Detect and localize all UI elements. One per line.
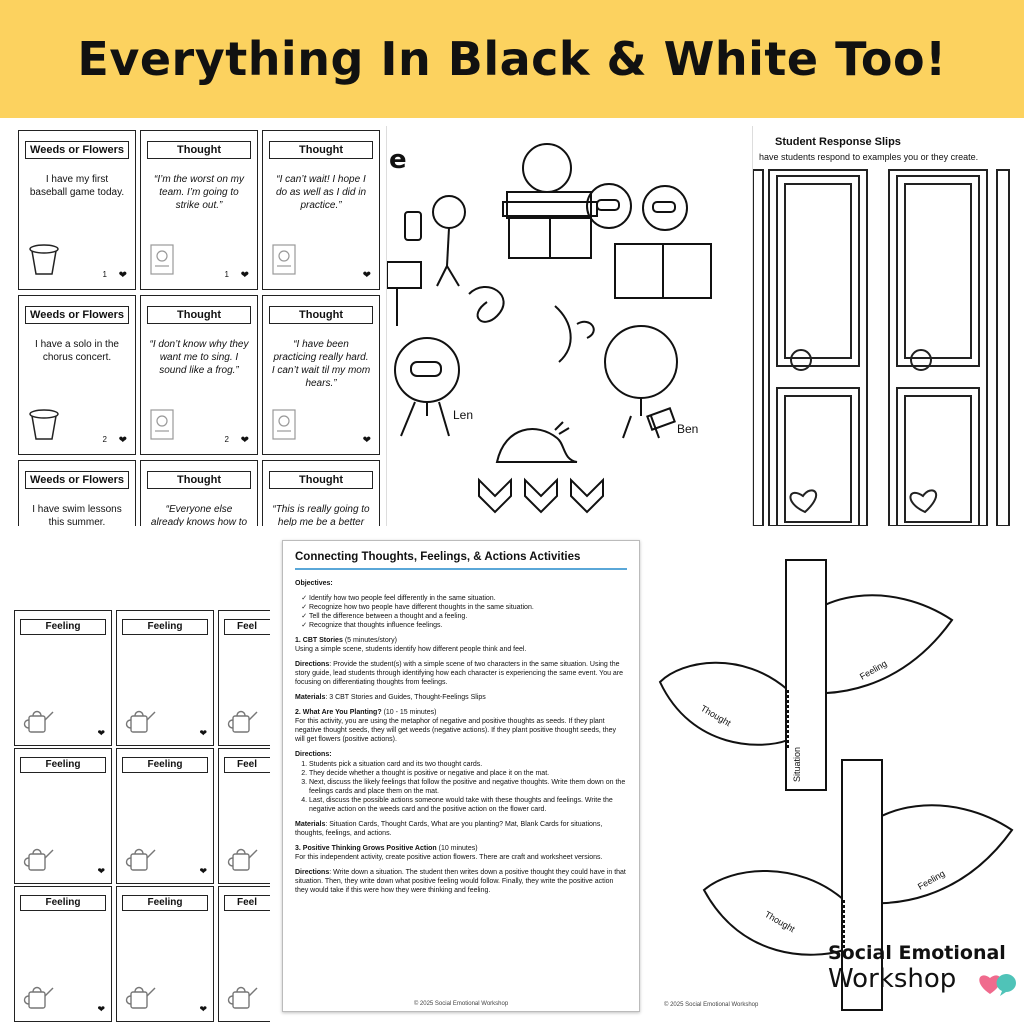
card-text: “This is really going to help me be a better bbox=[272, 504, 370, 526]
heart-icon: ❤ bbox=[118, 270, 127, 281]
card-text: “Everyone else already knows how to bbox=[150, 504, 248, 526]
watering-can-icon bbox=[225, 708, 259, 734]
s1-materials: : 3 CBT Stories and Guides, Thought-Feelings Slips bbox=[325, 694, 486, 701]
objective-item: ✓ Recognize that thoughts influence feelings. bbox=[309, 621, 627, 630]
s2-directions-label: Directions: bbox=[295, 751, 332, 758]
feeling-card bbox=[116, 610, 214, 746]
heart-icon: ❤ bbox=[199, 866, 207, 876]
card-number: 2 bbox=[102, 435, 107, 444]
feeling-card-header: Feeling bbox=[122, 619, 208, 635]
watering-can-icon bbox=[21, 846, 55, 872]
heart-icon: ❤ bbox=[362, 435, 371, 446]
feeling-card-header: Feeling bbox=[20, 757, 106, 773]
card-number: 1 bbox=[224, 270, 229, 279]
card-header: Thought bbox=[147, 306, 251, 324]
card-header: Weeds or Flowers bbox=[25, 471, 129, 489]
card-header: Weeds or Flowers bbox=[25, 141, 129, 159]
title-banner bbox=[0, 0, 1024, 118]
slips-title: Student Response Slips bbox=[775, 136, 901, 148]
card-header: Thought bbox=[269, 306, 373, 324]
objective-item: ✓ Tell the difference between a thought and a feeling. bbox=[309, 612, 627, 621]
feeling-leaf-label-1: Feeling bbox=[858, 658, 889, 682]
doc-title-rule bbox=[295, 568, 627, 570]
stem-label-1: Situation bbox=[792, 746, 802, 782]
card-text: “I’m the worst on my team. I’m going to strike out.” bbox=[153, 174, 245, 211]
feeling-leaf-label-2: Feeling bbox=[916, 868, 947, 892]
watering-can-icon bbox=[21, 984, 55, 1010]
s1-materials-label: Materials bbox=[295, 694, 326, 701]
watering-can-icon bbox=[123, 984, 157, 1010]
heart-icon: ❤ bbox=[240, 270, 249, 281]
heart-icon: ❤ bbox=[97, 728, 105, 738]
feeling-card-header: Feel bbox=[224, 757, 270, 773]
slips-subtitle: have students respond to examples you or they create. bbox=[759, 152, 979, 162]
thought-leaf-1 bbox=[660, 663, 788, 745]
s2-heading: 2. What Are You Planting? bbox=[295, 709, 382, 716]
s1-heading: 1. CBT Stories bbox=[295, 637, 343, 644]
feeling-card bbox=[116, 748, 214, 884]
lesson-document bbox=[282, 540, 640, 1012]
feeling-card-header: Feeling bbox=[122, 895, 208, 911]
s1-intro: Using a simple scene, students identify how different people think and feel. bbox=[295, 646, 527, 653]
watering-can-icon bbox=[123, 708, 157, 734]
thought-card bbox=[18, 295, 136, 455]
card-header: Thought bbox=[269, 141, 373, 159]
seed-packet-icon bbox=[271, 407, 297, 441]
s2-materials: : Situation Cards, Thought Cards, What are you planting? Mat, Blank Cards for situations, thoughts, feelings, and actions. bbox=[295, 821, 603, 837]
heart-speech-icon bbox=[976, 968, 1024, 998]
card-header: Thought bbox=[147, 471, 251, 489]
heart-icon: ❤ bbox=[199, 728, 207, 738]
feeling-card-header: Feeling bbox=[20, 619, 106, 635]
step-item: 4. Last, discuss the possible actions someone would take with these thoughts and feelings. Write the negative action on the weeds card and the positive action on the flower card. bbox=[309, 796, 627, 814]
thought-card bbox=[262, 295, 380, 455]
feeling-cards-sheet bbox=[12, 604, 270, 1024]
scene-illustration bbox=[387, 126, 747, 526]
feeling-card bbox=[218, 610, 270, 746]
flower-pot-icon bbox=[27, 407, 61, 441]
heart-icon: ❤ bbox=[118, 435, 127, 446]
objectives-list bbox=[295, 594, 627, 630]
heart-icon: ❤ bbox=[97, 1004, 105, 1014]
step-item: 3. Next, discuss the likely feelings that follow the positive and negative thoughts. Write them down on the feelings cards and place them on the mat. bbox=[309, 778, 627, 796]
objectives-label: Objectives: bbox=[295, 580, 333, 587]
s3-intro: For this independent activity, create positive action flowers. There are craft and worksheet versions. bbox=[295, 854, 603, 861]
thought-card bbox=[140, 130, 258, 290]
thought-leaf-label-1: Thought bbox=[699, 703, 733, 729]
feeling-card bbox=[14, 610, 112, 746]
card-header: Thought bbox=[147, 141, 251, 159]
thought-card bbox=[140, 295, 258, 455]
logo-line-1: Social Emotional bbox=[828, 942, 1006, 964]
feeling-card-header: Feel bbox=[224, 619, 270, 635]
card-header: Weeds or Flowers bbox=[25, 306, 129, 324]
svg-text:e: e bbox=[389, 145, 407, 175]
watering-can-icon bbox=[225, 984, 259, 1010]
feeling-card-header: Feel bbox=[224, 895, 270, 911]
thought-cards-sheet bbox=[12, 126, 382, 526]
card-number: 1 bbox=[102, 270, 107, 279]
heart-icon: ❤ bbox=[97, 866, 105, 876]
doc-body bbox=[295, 575, 627, 901]
heart-icon: ❤ bbox=[362, 270, 371, 281]
s2-intro: For this activity, you are using the metaphor of negative and positive thoughts as seeds. If they plant negative thought seeds, they will get weeds (negative actions). If they plant positive thought seeds, they will get flowers (positive actions). bbox=[295, 718, 617, 743]
feeling-card-header: Feeling bbox=[20, 895, 106, 911]
s3-time: (10 minutes) bbox=[438, 845, 478, 852]
s3-heading: 3. Positive Thinking Grows Positive Action bbox=[295, 845, 437, 852]
craft-copyright: © 2025 Social Emotional Workshop bbox=[664, 1002, 759, 1008]
logo-line-2: Workshop bbox=[828, 964, 957, 994]
student-response-slips bbox=[752, 126, 1015, 526]
watering-can-icon bbox=[225, 846, 259, 872]
card-text: “I don’t know why they want me to sing. I sound like a frog.” bbox=[149, 339, 249, 376]
feeling-card bbox=[218, 748, 270, 884]
doc-footer: © 2025 Social Emotional Workshop bbox=[413, 1001, 509, 1007]
banner-title: Everything In Black & White Too! bbox=[77, 32, 947, 86]
thought-card bbox=[262, 130, 380, 290]
s1-directions: : Provide the student(s) with a simple scene of two characters in the same situation. Using the story guide, lead students through identifying how each character is experiencing the same event. You are focusing on differentiating thoughts from feelings. bbox=[295, 661, 624, 686]
watering-can-icon bbox=[123, 846, 157, 872]
s2-time: (10 - 15 minutes) bbox=[383, 709, 437, 716]
seed-packet-icon bbox=[149, 242, 175, 276]
character-name-len: Len bbox=[453, 408, 474, 422]
thought-card bbox=[140, 460, 258, 526]
step-item: 1. Students pick a situation card and its two thought cards. bbox=[309, 760, 627, 769]
card-text: I have swim lessons this summer. bbox=[32, 504, 122, 526]
step-item: 2. They decide whether a thought is positive or negative and place it on the mat. bbox=[309, 769, 627, 778]
heart-icon: ❤ bbox=[240, 435, 249, 446]
card-text: I have my first baseball game today. bbox=[29, 174, 125, 198]
thought-card bbox=[262, 460, 380, 526]
card-text: “I can’t wait! I hope I do as well as I did in practice.” bbox=[275, 174, 367, 211]
card-number: 2 bbox=[224, 435, 229, 444]
s1-time: (5 minutes/story) bbox=[344, 637, 397, 644]
feeling-card bbox=[116, 886, 214, 1022]
feeling-card-header: Feeling bbox=[122, 757, 208, 773]
watering-can-icon bbox=[21, 708, 55, 734]
card-header: Thought bbox=[269, 471, 373, 489]
thought-leaf-label-2: Thought bbox=[763, 909, 797, 935]
thought-card bbox=[18, 460, 136, 526]
slips-doors-illustration bbox=[753, 126, 1015, 526]
s1-directions-label: Directions bbox=[295, 661, 330, 668]
s2-steps-list bbox=[295, 760, 627, 814]
characters-scene bbox=[386, 126, 747, 526]
card-text: “I have been practicing really hard. I can’t wait til my mom hears.” bbox=[271, 339, 371, 389]
brand-logo bbox=[828, 942, 1018, 1002]
s2-materials-label: Materials bbox=[295, 821, 326, 828]
objective-item: ✓ Recognize how two people have different thoughts in the same situation. bbox=[309, 603, 627, 612]
card-text: I have a solo in the chorus concert. bbox=[35, 339, 119, 363]
flower-pot-icon bbox=[27, 242, 61, 276]
thought-card bbox=[18, 130, 136, 290]
seed-packet-icon bbox=[271, 242, 297, 276]
doc-title: Connecting Thoughts, Feelings, & Actions Activities bbox=[295, 551, 581, 563]
s3-directions-label: Directions bbox=[295, 869, 330, 876]
character-name-ben: Ben bbox=[677, 422, 699, 436]
feeling-card bbox=[218, 886, 270, 1022]
feeling-card bbox=[14, 748, 112, 884]
feeling-card bbox=[14, 886, 112, 1022]
s3-directions: : Write down a situation. The student then writes down a positive thought they could have in that situation. Then, they write down what positive feeling would follow. Finally, they write the positive action they would take if this were how they were thinking and feeling. bbox=[295, 869, 626, 894]
heart-icon: ❤ bbox=[199, 1004, 207, 1014]
objective-item: ✓ Identify how two people feel differently in the same situation. bbox=[309, 594, 627, 603]
seed-packet-icon bbox=[149, 407, 175, 441]
